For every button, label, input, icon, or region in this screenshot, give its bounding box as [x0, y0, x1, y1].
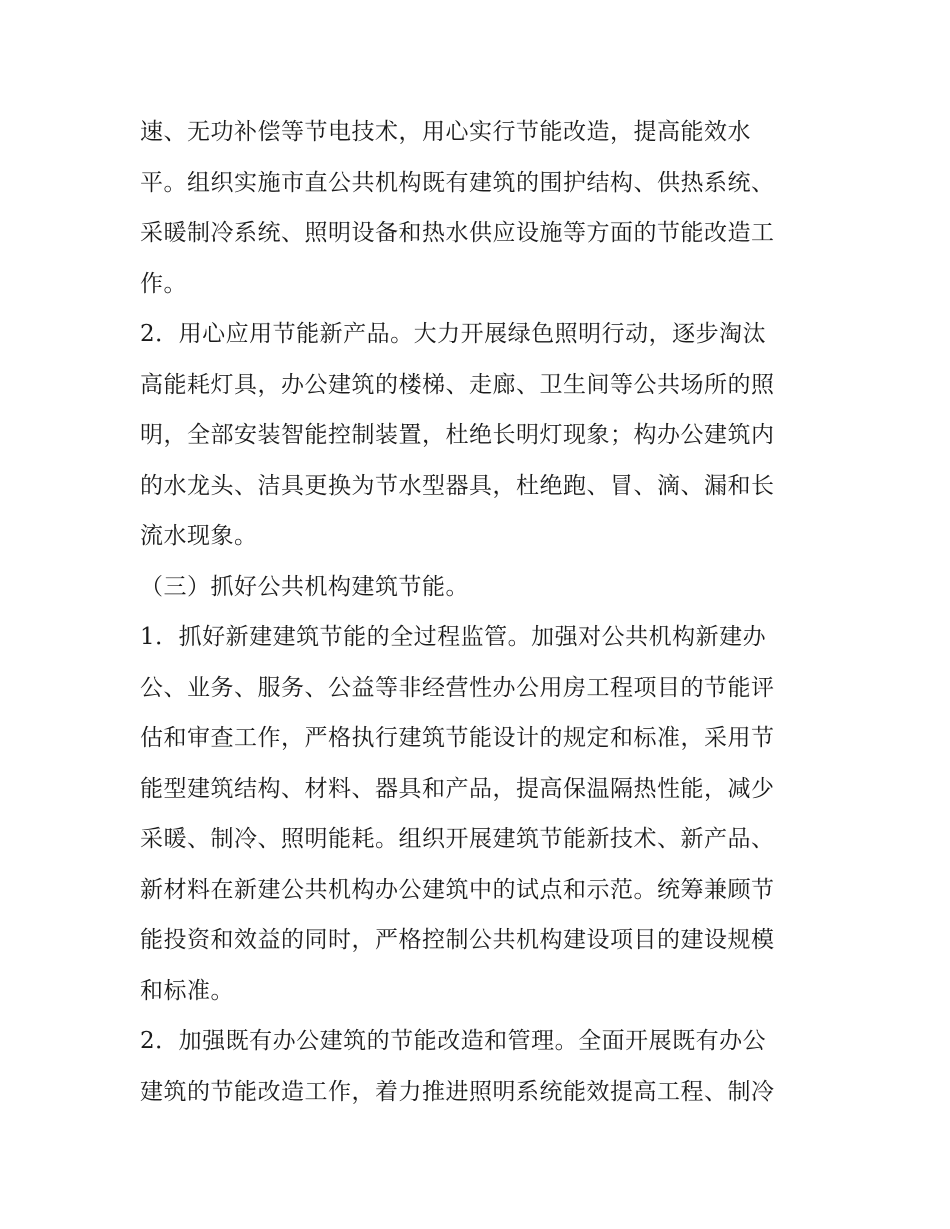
- text-line: 采暖、制冷、照明能耗。组织开展建筑节能新技术、新产品、: [140, 826, 775, 852]
- text-line: 采暖制冷系统、照明设备和热水供应设施等方面的节能改造工: [140, 220, 775, 246]
- section-heading: （三）抓好公共机构建筑节能。: [140, 573, 469, 600]
- text-line: 流水现象。: [140, 523, 258, 549]
- text-line: 建筑的节能改造工作，着力推进照明系统能效提高工程、制冷: [140, 1078, 775, 1105]
- text-line: 估和审查工作，严格执行建筑节能设计的规定和标准，采用节: [140, 725, 775, 751]
- text-line: 作。: [140, 270, 187, 297]
- text-line: 明，全部安装智能控制装置，杜绝长明灯现象；构办公建筑内: [140, 422, 775, 448]
- text-line: 1．抓好新建建筑节能的全过程监管。加强对公共机构新建办: [140, 624, 767, 650]
- text-line: 能投资和效益的同时，严格控制公共机构建设项目的建设规模: [140, 927, 775, 953]
- text-line: 2．加强既有办公建筑的节能改造和管理。全面开展既有办公: [140, 1028, 767, 1054]
- text-line: 速、无功补偿等节电技术，用心实行节能改造，提高能效水: [140, 119, 751, 145]
- text-line: 高能耗灯具，办公建筑的楼梯、走廊、卫生间等公共场所的照: [140, 371, 775, 398]
- document-body: [140, 107, 820, 1117]
- text-line: 平。组织实施市直公共机构既有建筑的围护结构、供热系统、: [140, 169, 775, 196]
- text-line: 和标准。: [140, 977, 234, 1004]
- text-line: 2．用心应用节能新产品。大力开展绿色照明行动，逐步淘汰: [140, 321, 767, 347]
- text-line: 的水龙头、洁具更换为节水型器具，杜绝跑、冒、滴、漏和长: [140, 472, 775, 499]
- text-line: 公、业务、服务、公益等非经营性办公用房工程项目的节能评: [140, 674, 775, 701]
- text-line: 能型建筑结构、材料、器具和产品，提高保温隔热性能，减少: [140, 775, 775, 802]
- text-line: 新材料在新建公共机构办公建筑中的试点和示范。统筹兼顾节: [140, 876, 775, 903]
